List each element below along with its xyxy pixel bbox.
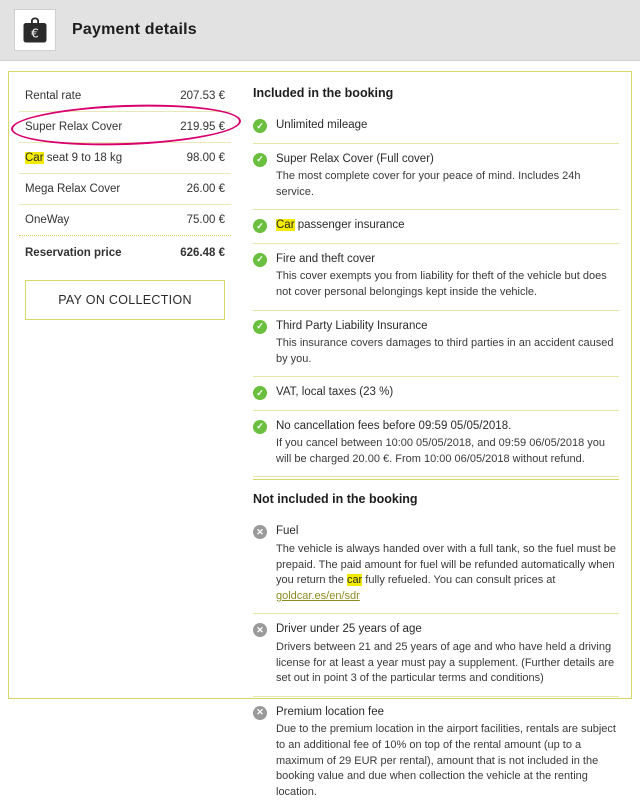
item-description: If you cancel between 10:00 05/05/2018, and 09:59 06/05/2018 you will be charged 20.00 €. From 10:00 06/05/2018 without refund.: [276, 437, 606, 465]
car-highlight: Car: [25, 152, 44, 164]
included-section-title: Included in the booking: [253, 86, 394, 100]
list-item: [253, 244, 619, 311]
price-row-label: OneWay: [25, 214, 70, 226]
check-circle-icon: ✓: [253, 320, 267, 334]
car-highlight: Car: [276, 219, 295, 232]
item-title: Driver under 25 years of age: [276, 623, 422, 636]
item-body: [276, 419, 619, 468]
item-description: This cover exempts you from liability for theft of the vehicle but does not cover personal belongings kept inside the vehicle.: [276, 270, 607, 298]
list-item: [253, 614, 619, 696]
car-highlight: car: [346, 574, 363, 587]
payment-card: [8, 71, 632, 798]
check-circle-icon: ✓: [253, 386, 267, 400]
price-row: [19, 174, 231, 205]
check-circle-icon: ✓: [253, 420, 267, 434]
list-item: [253, 311, 619, 378]
check-circle-icon: ✓: [253, 119, 267, 133]
list-item: [253, 210, 619, 244]
page-header: [0, 0, 640, 61]
item-title: Fuel: [276, 525, 299, 538]
price-row-super-relax-cover: [19, 112, 231, 143]
item-title: Fire and theft cover: [276, 252, 376, 265]
item-title: No cancellation fees before 09:59 05/05/2018.: [276, 419, 512, 432]
price-row: [19, 143, 231, 174]
price-row-label: Rental rate: [25, 90, 82, 102]
check-circle-icon: ✓: [253, 153, 267, 167]
cross-circle-icon: ✕: [253, 706, 267, 720]
list-item: [253, 377, 619, 411]
price-tag-euro-icon: [14, 9, 56, 51]
check-circle-icon: ✓: [253, 219, 267, 233]
price-row: [19, 205, 231, 236]
price-breakdown-column: [9, 72, 241, 698]
price-row-amount: 75.00 €: [186, 214, 225, 226]
item-description: This insurance covers damages to third parties in an accident caused by you.: [276, 337, 614, 365]
price-row-amount: 98.00 €: [186, 152, 225, 164]
item-description: Drivers between 21 and 25 years of age and who have held a driving license for at least a year must pay a supplement. (Further details are set out in point 3 of the particular terms and conditions): [276, 640, 615, 685]
price-row: [19, 84, 231, 112]
item-description: The most complete cover for your peace of mind. Includes 24h service.: [276, 170, 581, 198]
item-description: Due to the premium location in the airport facilities, rentals are subject to an additional fee of 10% on top of the rental amount (up to a maximum of 29 EUR per rental), amount that is not included in the booking value and due when collection the vehicle at the renting location.: [276, 723, 616, 798]
item-title: Super Relax Cover (Full cover): [276, 152, 434, 165]
price-row-label-rest: seat 9 to 18 kg: [43, 152, 123, 164]
item-title: Unlimited mileage: [276, 119, 368, 131]
svg-text:€: €: [31, 26, 39, 41]
list-item: [253, 697, 619, 809]
booking-details-column: [241, 72, 631, 798]
item-title: VAT, local taxes (23 %): [276, 386, 394, 399]
reservation-price-row: [19, 236, 231, 270]
pay-on-collection-button[interactable]: PAY ON COLLECTION: [25, 280, 225, 320]
item-body: [276, 118, 619, 134]
cross-circle-icon: ✕: [253, 623, 267, 637]
item-title: [276, 218, 619, 234]
item-description-mid: fully refueled. You can consult prices at: [362, 574, 556, 587]
item-body: [276, 705, 619, 801]
item-title: Third Party Liability Insurance: [276, 319, 428, 332]
item-title-rest: passenger insurance: [294, 219, 405, 232]
list-item: [253, 411, 619, 478]
price-row-label: Mega Relax Cover: [25, 183, 121, 195]
reservation-price-amount: 626.48 €: [180, 247, 225, 259]
item-description: [276, 542, 619, 604]
page-title: Payment details: [72, 21, 197, 38]
cross-circle-icon: ✕: [253, 525, 267, 539]
item-body: [276, 319, 619, 368]
sdr-link[interactable]: goldcar.es/en/sdr: [276, 589, 360, 602]
check-circle-icon: ✓: [253, 253, 267, 267]
item-title: Premium location fee: [276, 705, 385, 718]
price-row-label: [25, 152, 122, 164]
item-body: [276, 385, 619, 401]
item-body: [276, 218, 619, 234]
list-item: [253, 144, 619, 211]
list-item: [253, 516, 619, 614]
item-body: [276, 622, 619, 686]
price-row-label: Super Relax Cover: [25, 121, 123, 133]
price-row-amount: 207.53 €: [180, 90, 225, 102]
price-row-amount: 26.00 €: [186, 183, 225, 195]
item-body: [276, 252, 619, 301]
item-body: [276, 152, 619, 201]
price-row-amount: 219.95 €: [180, 121, 225, 133]
list-item: [253, 110, 619, 144]
item-description-pre: The vehicle is always handed over with a full tank, so the fuel must be prepaid. The paid amount for fuel will be refunded automatically when you return the: [276, 543, 616, 587]
not-included-section-title: Not included in the booking: [253, 479, 619, 516]
reservation-price-label: Reservation price: [25, 247, 122, 259]
item-body: [276, 524, 619, 604]
